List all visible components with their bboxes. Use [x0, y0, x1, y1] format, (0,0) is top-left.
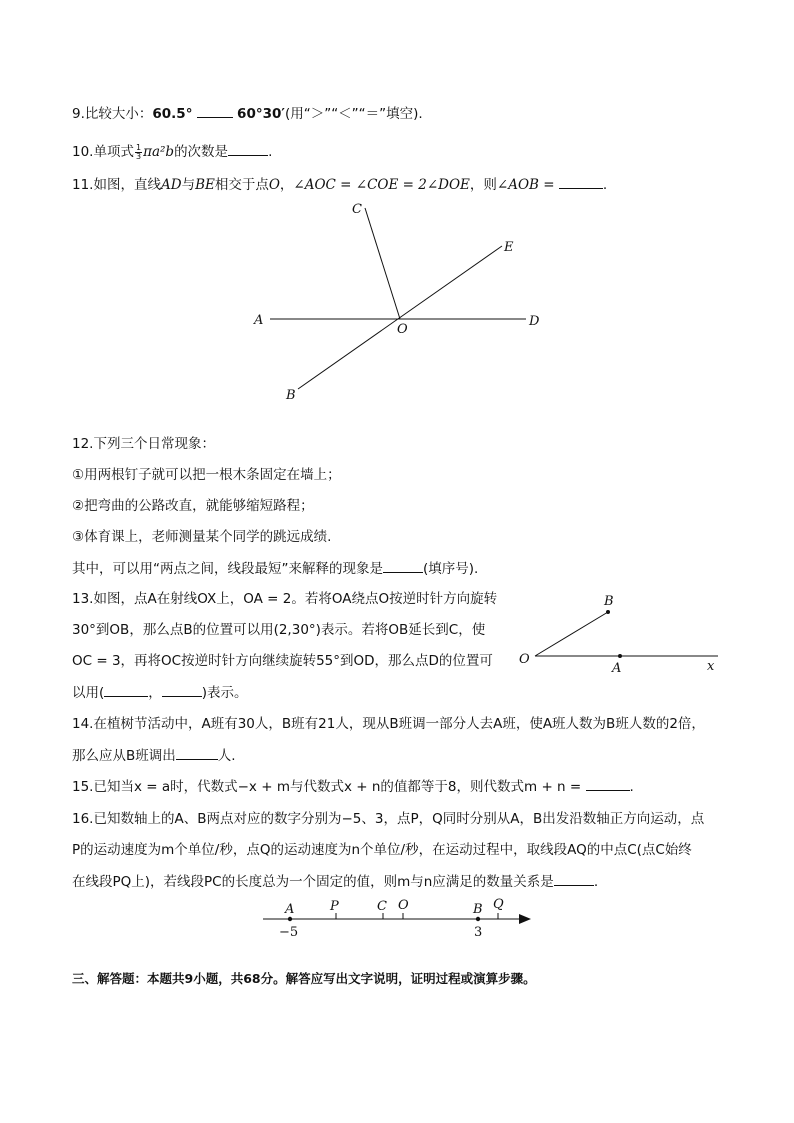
q16-label-p: P	[330, 899, 339, 914]
question-12-intro: 12.下列三个日常现象：	[72, 436, 215, 452]
q11-end: .	[602, 177, 608, 193]
q9-suffix: (用“＞”“＜”“＝”填空).	[284, 106, 423, 122]
q16-label-b: B	[473, 902, 483, 917]
q16-line-3-a: 在线段PQ上)，若线段PC的长度总为一个固定的值，则m与n应满足的数量关系是	[72, 874, 554, 890]
q11-point-o: O	[268, 177, 280, 193]
q11-text-a: 如图，直线	[93, 177, 161, 193]
q11-text-b: 与	[181, 177, 196, 193]
q10-suffix: 的次数是	[174, 144, 229, 160]
q11-label-a: A	[254, 313, 264, 328]
q12-question	[72, 558, 478, 579]
q12-item-3: ③体育课上，老师测量某个同学的跳远成绩.	[72, 529, 332, 545]
q9-prefix: 比较大小：	[84, 106, 153, 122]
q14-line-1: 14.在植树节活动中，A班有30人，B班有21人，现从B班调一部分人去A班，使A班人数为B班人数的2倍，	[72, 716, 705, 732]
q13-label-x: x	[707, 659, 715, 674]
q10-end: .	[268, 144, 273, 160]
q9-number: 9.	[72, 106, 85, 122]
q11-label-e: E	[504, 240, 514, 255]
q11-label-c: C	[352, 202, 362, 217]
q11-text-c: 相交于点	[214, 177, 269, 193]
q14-line-2-b: 人.	[217, 748, 236, 764]
q11-ray-oc	[365, 208, 400, 319]
q16-label-a: A	[285, 902, 295, 917]
q11-answer-blank[interactable]	[559, 174, 603, 189]
q16-line-3	[72, 871, 598, 892]
q16-label-three: 3	[474, 925, 483, 940]
q10-expression: πa²b	[143, 144, 175, 160]
q11-label-d: D	[529, 314, 540, 329]
q16-point-a	[288, 917, 292, 921]
q11-number: 11.	[72, 177, 94, 193]
section-3-heading: 三、解答题：本题共9小题，共68分。解答应写出文字说明，证明过程或演算步骤。	[72, 971, 536, 986]
q11-label-o: O	[397, 322, 408, 337]
q15-text: 15.已知当x = a时，代数式−x + m与代数式x + n的值都等于8，则代数式m + n =	[72, 779, 582, 795]
q13-line-4-c: )表示。	[201, 685, 248, 701]
q13-label-b: B	[604, 594, 614, 609]
q11-ask: ∠AOB =	[496, 177, 555, 193]
q12-question-suffix: (填序号).	[423, 561, 479, 577]
question-10	[72, 141, 272, 162]
q15-end: .	[629, 779, 634, 795]
q16-axis-arrow-icon	[519, 914, 531, 924]
q13-point-a	[618, 654, 622, 658]
q13-line-4-b: ，	[148, 685, 162, 701]
q10-answer-blank[interactable]	[228, 141, 268, 156]
q11-text-e: ，则	[469, 177, 497, 193]
q13-label-o: O	[519, 652, 530, 667]
q10-fraction-denominator: 3	[135, 151, 142, 161]
q11-figure	[240, 195, 560, 410]
q16-label-minus5: −5	[279, 925, 299, 940]
q11-line-be: BE	[195, 177, 215, 193]
q14-answer-blank[interactable]	[176, 745, 218, 760]
q13-segment-ob	[535, 612, 608, 656]
q9-left-value: 60.5°	[152, 106, 193, 122]
q13-label-a: A	[612, 661, 622, 676]
q11-angle-relation: ∠AOC = ∠COE = 2∠DOE	[293, 177, 470, 193]
q12-answer-blank[interactable]	[383, 558, 423, 573]
q12-question-text: 其中，可以用“两点之间，线段最短”来解释的现象是	[72, 561, 383, 577]
q10-number: 10.	[72, 144, 94, 160]
q14-line-2-a: 那么应从B班调出	[72, 748, 176, 764]
q11-line-ad: AD	[160, 177, 182, 193]
q11-label-b: B	[286, 388, 296, 403]
q13-line-1: 13.如图，点A在射线OX上，OA = 2。若将OA绕点O按逆时针方向旋转	[72, 591, 498, 607]
question-9	[72, 103, 423, 124]
q16-line-2: P的运动速度为m个单位/秒，点Q的运动速度为n个单位/秒，在运动过程中，取线段AQ的中点C(点C始终	[72, 842, 692, 858]
q10-prefix: 单项式	[93, 144, 134, 160]
q16-label-o: O	[398, 898, 409, 913]
q9-answer-blank[interactable]	[197, 103, 233, 118]
q16-answer-blank[interactable]	[554, 871, 594, 886]
q13-point-b	[606, 610, 610, 614]
q13-answer-blank-1[interactable]	[104, 682, 148, 697]
q16-point-b	[476, 917, 480, 921]
question-15	[72, 776, 634, 797]
q12-item-2: ②把弯曲的公路改直，就能够缩短路程；	[72, 498, 314, 514]
q16-number-line	[255, 893, 545, 943]
q13-line-4-a: 以用(	[72, 685, 105, 701]
q13-figure	[510, 590, 730, 680]
q12-item-1: ①用两根钉子就可以把一根木条固定在墙上；	[72, 467, 341, 483]
q13-line-4	[72, 682, 248, 703]
q14-line-2	[72, 745, 236, 766]
q11-text-d: ，	[279, 177, 294, 193]
q16-line-3-b: .	[593, 874, 599, 890]
q13-line-2: 30°到OB，那么点B的位置可以用(2,30°)表示。若将OB延长到C，使	[72, 622, 486, 638]
q10-fraction-numerator: 1	[135, 142, 142, 152]
q13-answer-blank-2[interactable]	[162, 682, 202, 697]
q16-label-q: Q	[493, 897, 504, 912]
q15-answer-blank[interactable]	[586, 776, 630, 791]
q16-line-1: 16.已知数轴上的A、B两点对应的数字分别为−5、3，点P，Q同时分别从A，B出发沿数轴正方向运动，点	[72, 811, 705, 827]
q13-line-3: OC = 3，再将OC按逆时针方向继续旋转55°到OD，那么点D的位置可	[72, 653, 493, 669]
q9-right-value: 60°30′	[237, 106, 285, 122]
question-11	[72, 174, 607, 195]
q10-fraction	[135, 144, 142, 161]
q16-label-c: C	[377, 899, 387, 914]
